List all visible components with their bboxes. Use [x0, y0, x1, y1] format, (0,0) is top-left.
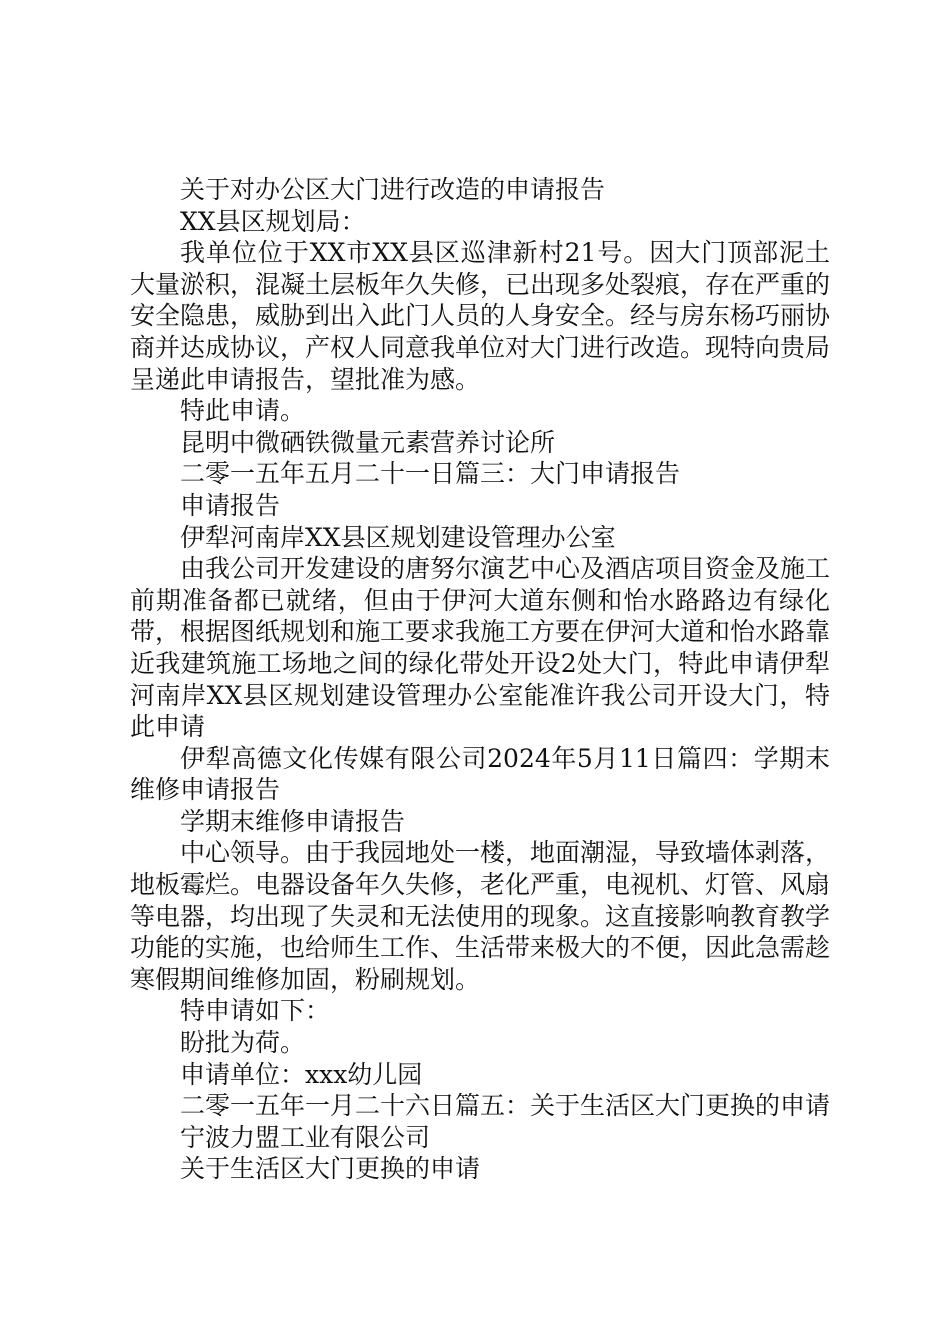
document-title: 关于对办公区大门进行改造的申请报告 [180, 175, 606, 204]
date-line: 二零一五年五月二十一日篇三：大门申请报告 [180, 459, 681, 489]
closing-line: 盼批为荷。 [180, 1028, 306, 1058]
signature-line: 伊犁高德文化传媒有限公司2024年5月11日篇四：学期末维修申请报告 [130, 743, 830, 805]
closing-line: 特此申请。 [180, 396, 306, 426]
body-paragraph: 中心领导。由于我园地处一楼，地面潮湿，导致墙体剥落，地板霉烂。电器设备年久失修，老化严重，电视机、灯管、风扇等电器，均出现了失灵和无法使用的现象。这直接影响教育教学功能的实施，也给师生工作、生活带来极大的不便，因此急需趁寒假期间维修加固，粉刷规划。 [130, 838, 831, 994]
section-title: 关于生活区大门更换的申请 [180, 1154, 481, 1184]
recipient-line: 伊犁河南岸XX县区规划建设管理办公室 [180, 522, 616, 552]
recipient-line: XX县区规划局： [180, 206, 366, 236]
company-line: 宁波力盟工业有限公司 [180, 1122, 431, 1152]
body-paragraph: 我单位位于XX市XX县区巡津新村21号。因大门顶部泥土大量淤积，混凝土层板年久失修，已出现多处裂痕，存在严重的安全隐患，威胁到出入此门人员的人身安全。经与房东杨巧丽协商并达成协议，产权人同意我单位对大门进行改造。现特向贵局呈递此申请报告，望批准为感。 [130, 238, 831, 394]
date-line: 二零一五年一月二十六日篇五：关于生活区大门更换的申请 [180, 1091, 831, 1121]
body-paragraph: 由我公司开发建设的唐努尔演艺中心及酒店项目资金及施工前期准备都已就绪，但由于伊河大道东侧和怡水路路边有绿化带，根据图纸规划和施工要求我施工方要在伊河大道和怡水路靠近我建筑施工场地之间的绿化带处开设2处大门，特此申请伊犁河南岸XX县区规划建设管理办公室能准许我公司开设大门，特此申请 [130, 554, 831, 742]
signature-line: 申请单位：xxx幼儿园 [180, 1059, 423, 1089]
document-body [130, 174, 830, 1185]
closing-line: 特申请如下： [180, 996, 331, 1026]
section-title: 学期末维修申请报告 [180, 806, 406, 836]
section-title: 申请报告 [180, 490, 281, 520]
signature-line: 昆明中微硒铁微量元素营养讨论所 [180, 427, 556, 457]
